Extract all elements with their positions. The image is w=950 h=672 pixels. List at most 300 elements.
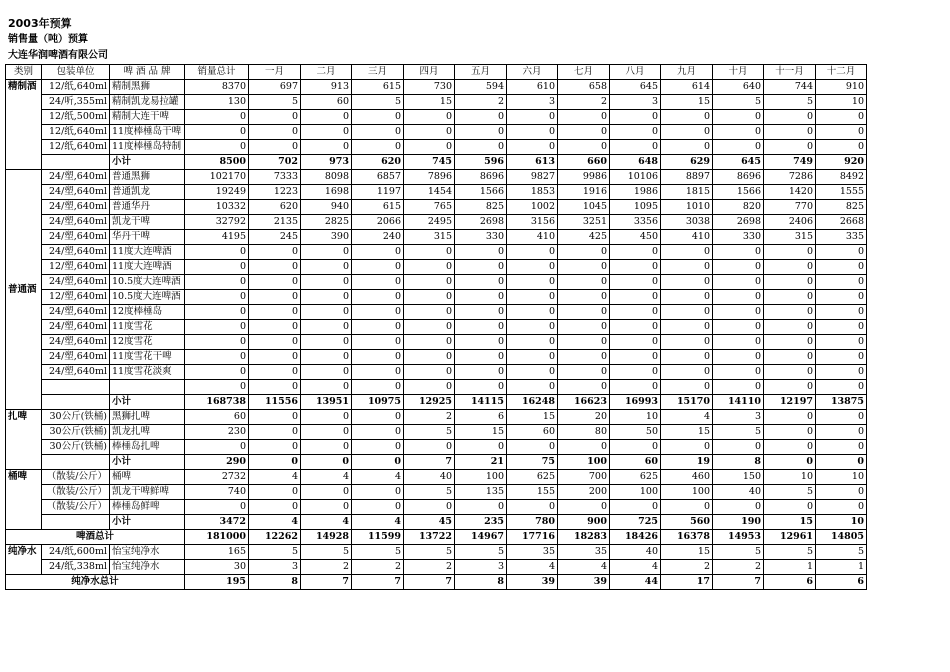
value-cell: 0 bbox=[301, 140, 352, 155]
value-cell: 0 bbox=[713, 140, 764, 155]
value-cell: 0 bbox=[661, 125, 713, 140]
value-cell: 0 bbox=[661, 305, 713, 320]
value-cell: 130 bbox=[185, 95, 249, 110]
column-header: 八月 bbox=[610, 65, 661, 80]
value-cell: 4 bbox=[249, 470, 301, 485]
value-cell: 150 bbox=[713, 470, 764, 485]
brand-cell: 普通黑狮 bbox=[110, 170, 185, 185]
value-cell: 2 bbox=[404, 410, 455, 425]
brand-cell bbox=[110, 380, 185, 395]
value-cell: 1002 bbox=[507, 200, 558, 215]
table-row bbox=[6, 260, 867, 275]
value-cell: 0 bbox=[249, 410, 301, 425]
value-cell: 50 bbox=[610, 425, 661, 440]
value-cell: 35 bbox=[558, 545, 610, 560]
value-cell: 0 bbox=[610, 500, 661, 515]
brand-cell: 11度雪花干啤 bbox=[110, 350, 185, 365]
table-row bbox=[6, 275, 867, 290]
value-cell: 0 bbox=[661, 245, 713, 260]
value-cell: 0 bbox=[713, 110, 764, 125]
value-cell: 0 bbox=[507, 140, 558, 155]
value-cell: 0 bbox=[185, 125, 249, 140]
value-cell: 0 bbox=[764, 440, 816, 455]
value-cell: 0 bbox=[713, 245, 764, 260]
value-cell: 1698 bbox=[301, 185, 352, 200]
package-cell: 24/塑,640ml bbox=[42, 305, 110, 320]
column-header: 十月 bbox=[713, 65, 764, 80]
value-cell: 0 bbox=[352, 485, 404, 500]
value-cell: 0 bbox=[507, 320, 558, 335]
value-cell: 8897 bbox=[661, 170, 713, 185]
table-row bbox=[6, 185, 867, 200]
value-cell: 7 bbox=[713, 575, 764, 590]
company-name: 大连华润啤酒有限公司 bbox=[8, 50, 108, 61]
value-cell: 15 bbox=[661, 545, 713, 560]
value-cell: 0 bbox=[816, 140, 867, 155]
value-cell: 0 bbox=[455, 320, 507, 335]
value-cell: 0 bbox=[661, 500, 713, 515]
value-cell: 725 bbox=[610, 515, 661, 530]
value-cell: 5 bbox=[816, 545, 867, 560]
value-cell: 16248 bbox=[507, 395, 558, 410]
value-cell: 0 bbox=[713, 305, 764, 320]
table-row bbox=[6, 305, 867, 320]
brand-cell: 11度棒棰岛干啤 bbox=[110, 125, 185, 140]
value-cell: 0 bbox=[301, 125, 352, 140]
value-cell: 0 bbox=[352, 260, 404, 275]
value-cell: 0 bbox=[404, 440, 455, 455]
value-cell: 195 bbox=[185, 575, 249, 590]
value-cell: 5 bbox=[764, 95, 816, 110]
value-cell: 0 bbox=[558, 350, 610, 365]
column-header: 二月 bbox=[301, 65, 352, 80]
value-cell: 2 bbox=[301, 560, 352, 575]
value-cell: 0 bbox=[352, 350, 404, 365]
value-cell: 18426 bbox=[610, 530, 661, 545]
value-cell: 30 bbox=[185, 560, 249, 575]
value-cell: 0 bbox=[185, 335, 249, 350]
brand-cell: 普通凯龙 bbox=[110, 185, 185, 200]
value-cell: 44 bbox=[610, 575, 661, 590]
value-cell: 155 bbox=[507, 485, 558, 500]
table-row bbox=[6, 125, 867, 140]
column-header: 七月 bbox=[558, 65, 610, 80]
value-cell: 0 bbox=[455, 380, 507, 395]
value-cell: 100 bbox=[610, 485, 661, 500]
value-cell: 0 bbox=[301, 500, 352, 515]
report-title: 2003年预算 bbox=[8, 17, 72, 30]
brand-cell: 精制黑狮 bbox=[110, 80, 185, 95]
value-cell: 0 bbox=[455, 125, 507, 140]
value-cell: 3 bbox=[713, 410, 764, 425]
value-cell: 0 bbox=[301, 440, 352, 455]
value-cell: 0 bbox=[455, 110, 507, 125]
value-cell: 7896 bbox=[404, 170, 455, 185]
value-cell: 1 bbox=[764, 560, 816, 575]
value-cell: 0 bbox=[713, 290, 764, 305]
value-cell: 0 bbox=[764, 410, 816, 425]
value-cell: 0 bbox=[185, 380, 249, 395]
value-cell: 615 bbox=[352, 80, 404, 95]
value-cell: 0 bbox=[713, 380, 764, 395]
value-cell: 0 bbox=[816, 380, 867, 395]
value-cell: 0 bbox=[352, 275, 404, 290]
value-cell: 0 bbox=[764, 290, 816, 305]
value-cell: 0 bbox=[507, 245, 558, 260]
value-cell: 0 bbox=[661, 350, 713, 365]
value-cell: 3 bbox=[507, 95, 558, 110]
water-total-row bbox=[6, 575, 867, 590]
table-row bbox=[6, 245, 867, 260]
value-cell: 613 bbox=[507, 155, 558, 170]
value-cell: 1095 bbox=[610, 200, 661, 215]
value-cell: 0 bbox=[185, 290, 249, 305]
value-cell: 12961 bbox=[764, 530, 816, 545]
subtotal-label: 小计 bbox=[110, 155, 185, 170]
table-row bbox=[6, 140, 867, 155]
value-cell: 20 bbox=[558, 410, 610, 425]
subtotal-row bbox=[6, 515, 867, 530]
value-cell: 2698 bbox=[713, 215, 764, 230]
value-cell: 0 bbox=[301, 110, 352, 125]
value-cell: 6 bbox=[764, 575, 816, 590]
value-cell: 39 bbox=[507, 575, 558, 590]
value-cell: 5 bbox=[404, 425, 455, 440]
value-cell: 0 bbox=[764, 425, 816, 440]
value-cell: 425 bbox=[558, 230, 610, 245]
brand-cell: 11度棒棰岛特制 bbox=[110, 140, 185, 155]
value-cell: 0 bbox=[661, 275, 713, 290]
value-cell: 40 bbox=[713, 485, 764, 500]
value-cell: 1010 bbox=[661, 200, 713, 215]
value-cell: 900 bbox=[558, 515, 610, 530]
value-cell: 0 bbox=[352, 410, 404, 425]
value-cell: 0 bbox=[764, 125, 816, 140]
table-row bbox=[6, 320, 867, 335]
value-cell: 0 bbox=[352, 455, 404, 470]
value-cell: 1986 bbox=[610, 185, 661, 200]
value-cell: 0 bbox=[661, 335, 713, 350]
value-cell: 0 bbox=[249, 350, 301, 365]
value-cell: 4 bbox=[249, 515, 301, 530]
value-cell: 0 bbox=[301, 350, 352, 365]
value-cell: 0 bbox=[558, 380, 610, 395]
value-cell: 40 bbox=[610, 545, 661, 560]
value-cell: 0 bbox=[249, 440, 301, 455]
table-row bbox=[6, 230, 867, 245]
value-cell: 0 bbox=[713, 440, 764, 455]
value-cell: 4 bbox=[301, 515, 352, 530]
value-cell: 7 bbox=[404, 575, 455, 590]
value-cell: 4 bbox=[661, 410, 713, 425]
subtotal-label: 小计 bbox=[110, 455, 185, 470]
value-cell: 0 bbox=[185, 305, 249, 320]
value-cell: 8 bbox=[713, 455, 764, 470]
value-cell: 0 bbox=[185, 260, 249, 275]
value-cell: 3 bbox=[249, 560, 301, 575]
value-cell: 0 bbox=[404, 290, 455, 305]
value-cell: 3356 bbox=[610, 215, 661, 230]
value-cell: 0 bbox=[558, 260, 610, 275]
value-cell: 0 bbox=[352, 335, 404, 350]
value-cell: 0 bbox=[558, 110, 610, 125]
value-cell: 0 bbox=[249, 275, 301, 290]
value-cell: 10332 bbox=[185, 200, 249, 215]
value-cell: 2066 bbox=[352, 215, 404, 230]
value-cell: 0 bbox=[558, 500, 610, 515]
value-cell: 5 bbox=[352, 95, 404, 110]
value-cell: 0 bbox=[404, 275, 455, 290]
package-cell: 24/纸,338ml bbox=[42, 560, 110, 575]
value-cell: 15 bbox=[404, 95, 455, 110]
value-cell: 0 bbox=[404, 320, 455, 335]
value-cell: 0 bbox=[816, 320, 867, 335]
value-cell: 770 bbox=[764, 200, 816, 215]
value-cell: 0 bbox=[816, 245, 867, 260]
column-header: 三月 bbox=[352, 65, 404, 80]
value-cell: 2495 bbox=[404, 215, 455, 230]
value-cell: 21 bbox=[455, 455, 507, 470]
value-cell: 2 bbox=[661, 560, 713, 575]
value-cell: 0 bbox=[661, 365, 713, 380]
subtotal-label: 小计 bbox=[110, 395, 185, 410]
value-cell: 0 bbox=[352, 140, 404, 155]
value-cell: 11556 bbox=[249, 395, 301, 410]
brand-cell: 精制大连干啤 bbox=[110, 110, 185, 125]
value-cell: 0 bbox=[661, 290, 713, 305]
value-cell: 0 bbox=[610, 380, 661, 395]
brand-cell: 12度雪花 bbox=[110, 335, 185, 350]
value-cell: 5 bbox=[352, 545, 404, 560]
value-cell: 0 bbox=[249, 260, 301, 275]
value-cell: 2406 bbox=[764, 215, 816, 230]
value-cell: 2732 bbox=[185, 470, 249, 485]
value-cell: 245 bbox=[249, 230, 301, 245]
value-cell: 0 bbox=[352, 500, 404, 515]
value-cell: 0 bbox=[713, 500, 764, 515]
value-cell: 135 bbox=[455, 485, 507, 500]
value-cell: 2825 bbox=[301, 215, 352, 230]
value-cell: 0 bbox=[661, 110, 713, 125]
table-row bbox=[6, 410, 867, 425]
value-cell: 2135 bbox=[249, 215, 301, 230]
value-cell: 330 bbox=[713, 230, 764, 245]
value-cell: 1853 bbox=[507, 185, 558, 200]
value-cell: 32792 bbox=[185, 215, 249, 230]
value-cell: 4 bbox=[610, 560, 661, 575]
value-cell: 2 bbox=[713, 560, 764, 575]
value-cell: 0 bbox=[764, 110, 816, 125]
value-cell: 645 bbox=[610, 80, 661, 95]
value-cell: 0 bbox=[185, 110, 249, 125]
package-cell: 30公斤(铁桶) bbox=[42, 425, 110, 440]
value-cell: 8 bbox=[249, 575, 301, 590]
brand-cell: 凯龙扎啤 bbox=[110, 425, 185, 440]
value-cell: 5 bbox=[301, 545, 352, 560]
table-row bbox=[6, 290, 867, 305]
package-cell: 24/塑,640ml bbox=[42, 170, 110, 185]
value-cell: 0 bbox=[507, 335, 558, 350]
value-cell: 4 bbox=[352, 515, 404, 530]
subtotal-blank bbox=[42, 515, 110, 530]
value-cell: 1916 bbox=[558, 185, 610, 200]
package-cell: 12/塑,640ml bbox=[42, 290, 110, 305]
category-cell: 纯净水 bbox=[6, 545, 42, 575]
value-cell: 8696 bbox=[455, 170, 507, 185]
value-cell: 820 bbox=[713, 200, 764, 215]
package-cell: 24/塑,640ml bbox=[42, 320, 110, 335]
category-cell: 扎啤 bbox=[6, 410, 42, 470]
value-cell: 0 bbox=[404, 245, 455, 260]
table-row bbox=[6, 380, 867, 395]
value-cell: 35 bbox=[507, 545, 558, 560]
value-cell: 0 bbox=[507, 500, 558, 515]
value-cell: 168738 bbox=[185, 395, 249, 410]
value-cell: 19249 bbox=[185, 185, 249, 200]
column-header: 十二月 bbox=[816, 65, 867, 80]
value-cell: 410 bbox=[507, 230, 558, 245]
value-cell: 0 bbox=[558, 365, 610, 380]
value-cell: 700 bbox=[558, 470, 610, 485]
value-cell: 730 bbox=[404, 80, 455, 95]
value-cell: 6 bbox=[455, 410, 507, 425]
value-cell: 7333 bbox=[249, 170, 301, 185]
value-cell: 15 bbox=[661, 95, 713, 110]
column-header: 四月 bbox=[404, 65, 455, 80]
value-cell: 0 bbox=[816, 365, 867, 380]
value-cell: 825 bbox=[816, 200, 867, 215]
value-cell: 0 bbox=[558, 245, 610, 260]
value-cell: 0 bbox=[301, 275, 352, 290]
value-cell: 235 bbox=[455, 515, 507, 530]
value-cell: 0 bbox=[249, 365, 301, 380]
header-row bbox=[6, 65, 867, 80]
brand-cell: 怡宝纯净水 bbox=[110, 545, 185, 560]
value-cell: 697 bbox=[249, 80, 301, 95]
value-cell: 12197 bbox=[764, 395, 816, 410]
value-cell: 410 bbox=[661, 230, 713, 245]
value-cell: 0 bbox=[301, 320, 352, 335]
column-header: 类别 bbox=[6, 65, 42, 80]
value-cell: 8098 bbox=[301, 170, 352, 185]
column-header: 一月 bbox=[249, 65, 301, 80]
value-cell: 0 bbox=[404, 365, 455, 380]
category-cell: 普通酒 bbox=[6, 170, 42, 410]
brand-cell: 精制凯龙易拉罐 bbox=[110, 95, 185, 110]
value-cell: 10106 bbox=[610, 170, 661, 185]
brand-cell: 凯龙干啤鲜啤 bbox=[110, 485, 185, 500]
value-cell: 0 bbox=[713, 260, 764, 275]
table-row bbox=[6, 95, 867, 110]
subtotal-row bbox=[6, 155, 867, 170]
value-cell: 5 bbox=[249, 545, 301, 560]
value-cell: 13875 bbox=[816, 395, 867, 410]
value-cell: 0 bbox=[816, 125, 867, 140]
value-cell: 0 bbox=[185, 245, 249, 260]
value-cell: 15 bbox=[764, 515, 816, 530]
value-cell: 0 bbox=[507, 125, 558, 140]
value-cell: 0 bbox=[713, 125, 764, 140]
value-cell: 390 bbox=[301, 230, 352, 245]
value-cell: 0 bbox=[713, 365, 764, 380]
value-cell: 14805 bbox=[816, 530, 867, 545]
brand-cell: 11度雪花 bbox=[110, 320, 185, 335]
package-cell: 12/纸,500ml bbox=[42, 110, 110, 125]
value-cell: 0 bbox=[610, 365, 661, 380]
package-cell: 24/塑,640ml bbox=[42, 335, 110, 350]
table-row bbox=[6, 335, 867, 350]
value-cell: 0 bbox=[352, 305, 404, 320]
package-cell: 24/纸,600ml bbox=[42, 545, 110, 560]
brand-cell: 凯龙干啤 bbox=[110, 215, 185, 230]
value-cell: 1197 bbox=[352, 185, 404, 200]
value-cell: 2 bbox=[352, 560, 404, 575]
value-cell: 0 bbox=[185, 275, 249, 290]
value-cell: 17 bbox=[661, 575, 713, 590]
value-cell: 0 bbox=[610, 440, 661, 455]
value-cell: 13722 bbox=[404, 530, 455, 545]
table-row bbox=[6, 500, 867, 515]
table-row bbox=[6, 110, 867, 125]
value-cell: 0 bbox=[185, 140, 249, 155]
value-cell: 17716 bbox=[507, 530, 558, 545]
table-body bbox=[6, 80, 867, 590]
value-cell: 0 bbox=[301, 485, 352, 500]
value-cell: 0 bbox=[301, 245, 352, 260]
value-cell: 0 bbox=[507, 275, 558, 290]
value-cell: 15 bbox=[455, 425, 507, 440]
value-cell: 1223 bbox=[249, 185, 301, 200]
package-cell: 24/塑,640ml bbox=[42, 230, 110, 245]
brand-cell: 10.5度大连啤酒 bbox=[110, 290, 185, 305]
value-cell: 0 bbox=[661, 140, 713, 155]
column-header: 包装单位 bbox=[42, 65, 110, 80]
value-cell: 2 bbox=[558, 95, 610, 110]
value-cell: 0 bbox=[301, 290, 352, 305]
value-cell: 0 bbox=[352, 320, 404, 335]
brand-cell: 普通华丹 bbox=[110, 200, 185, 215]
package-cell: （散装/公斤） bbox=[42, 500, 110, 515]
value-cell: 0 bbox=[558, 305, 610, 320]
value-cell: 0 bbox=[455, 350, 507, 365]
value-cell: 13951 bbox=[301, 395, 352, 410]
subtotal-blank bbox=[42, 395, 110, 410]
value-cell: 7 bbox=[301, 575, 352, 590]
value-cell: 0 bbox=[301, 335, 352, 350]
value-cell: 560 bbox=[661, 515, 713, 530]
value-cell: 0 bbox=[185, 320, 249, 335]
value-cell: 0 bbox=[713, 350, 764, 365]
value-cell: 0 bbox=[507, 260, 558, 275]
value-cell: 9986 bbox=[558, 170, 610, 185]
value-cell: 0 bbox=[610, 245, 661, 260]
value-cell: 0 bbox=[713, 335, 764, 350]
value-cell: 18283 bbox=[558, 530, 610, 545]
value-cell: 0 bbox=[764, 275, 816, 290]
value-cell: 315 bbox=[404, 230, 455, 245]
value-cell: 16623 bbox=[558, 395, 610, 410]
value-cell: 0 bbox=[249, 455, 301, 470]
report-subtitle: 销售量（吨）预算 bbox=[8, 34, 88, 45]
value-cell: 629 bbox=[661, 155, 713, 170]
package-cell: 30公斤(铁桶) bbox=[42, 440, 110, 455]
package-cell: 24/塑,640ml bbox=[42, 275, 110, 290]
value-cell: 702 bbox=[249, 155, 301, 170]
package-cell: 30公斤(铁桶) bbox=[42, 410, 110, 425]
brand-cell: 11度雪花淡爽 bbox=[110, 365, 185, 380]
value-cell: 610 bbox=[507, 80, 558, 95]
package-cell: 24/听,355ml bbox=[42, 95, 110, 110]
